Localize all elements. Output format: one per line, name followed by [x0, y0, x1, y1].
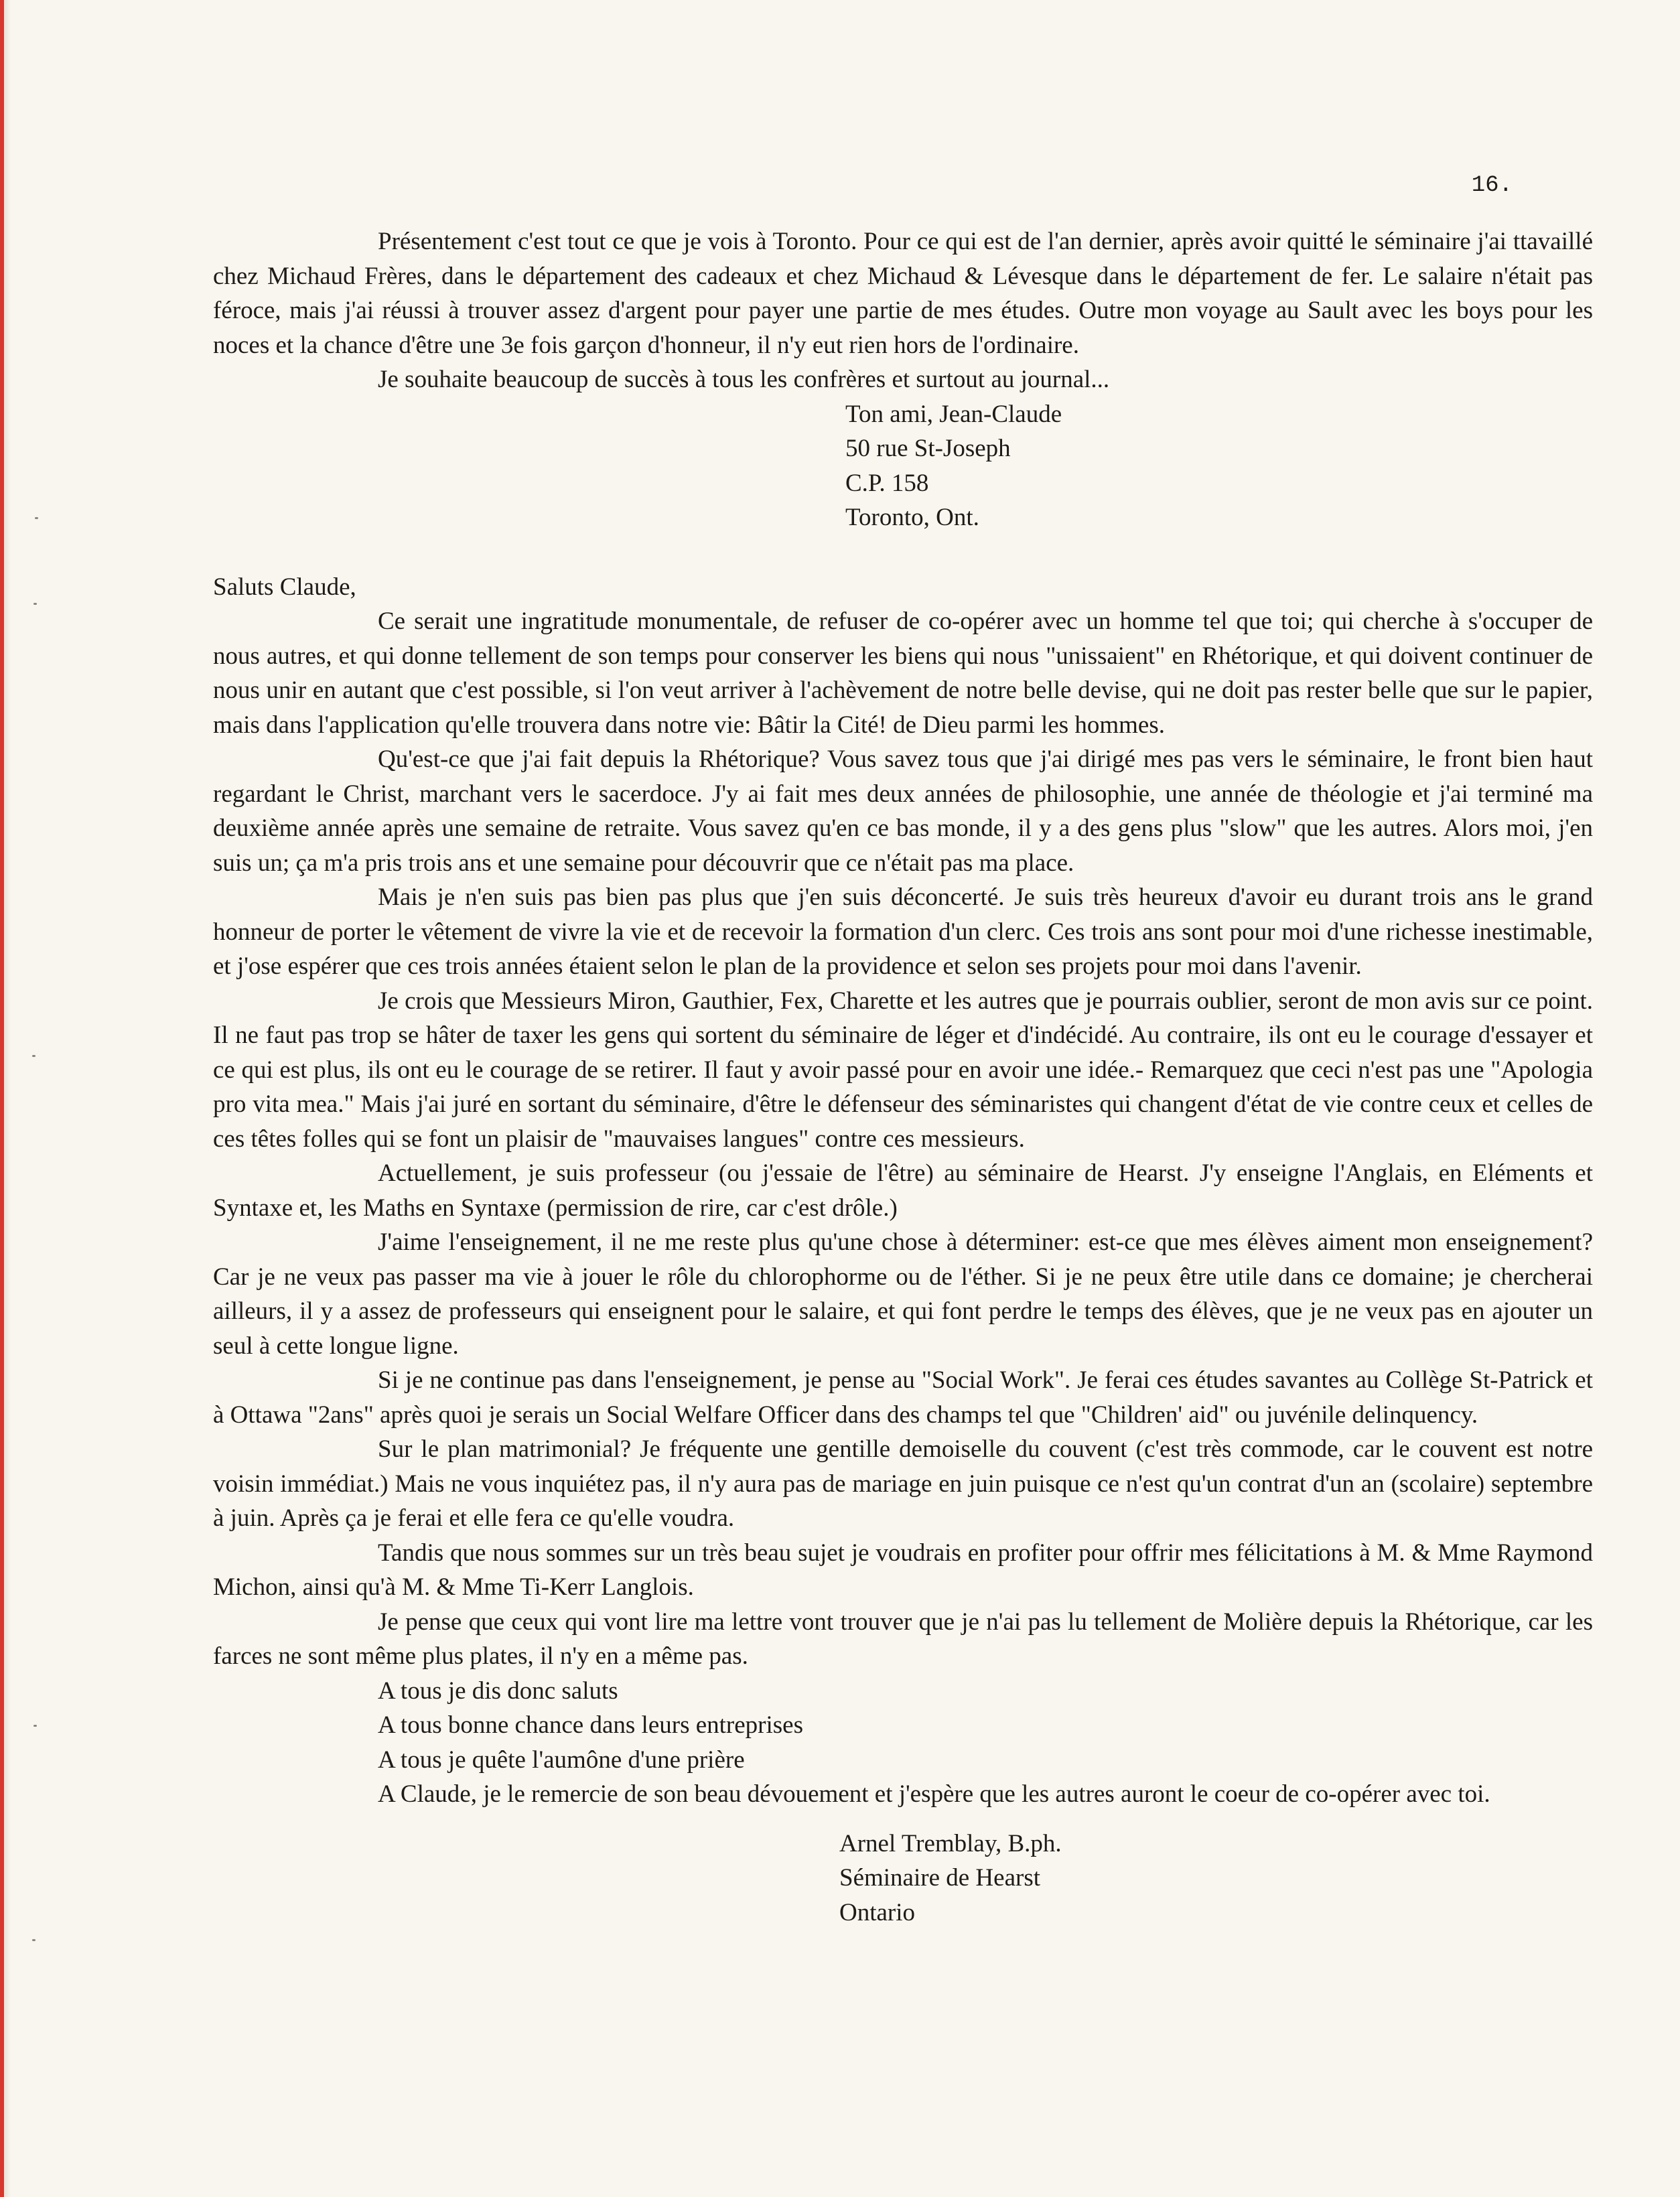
letter-jean-claude — [213, 224, 1593, 535]
paragraph: Mais je n'en suis pas bien pas plus que j'en suis déconcerté. Je suis très heureux d'avoir eu durant trois ans le grand honneur de porter le vêtement de vivre la vie et de recevoir la formation d'un clerc. Ces trois ans sont pour moi d'une richesse inestimable, et j'ose espérer que ces trois années étaient selon le plan de la providence et selon ses projets pour moi dans l'avenir. — [213, 883, 1593, 980]
paper-speck — [32, 1939, 36, 1941]
signature-block — [839, 1827, 1593, 1930]
paragraph: Sur le plan matrimonial? Je fréquente une gentille demoiselle du couvent (c'est très commode, car le couvent est notre voisin immédiat.) Mais ne vous inquiétez pas, il n'y aura pas de mariage en juin puisque ce n'est qu'un contrat d'un an (scolaire) septembre à juin. Après ça je ferai et elle fera ce qu'elle voudra. — [213, 1435, 1593, 1532]
paragraph: Qu'est-ce que j'ai fait depuis la Rhétorique? Vous savez tous que j'ai dirigé mes pas vers le séminaire, le front bien haut regardant le Christ, marchant vers le sacerdoce. J'y ai fait mes deux années de philosophie, une année de théologie et j'ai terminé ma deuxième année après une semaine de retraite. Vous savez qu'en ce bas monde, il y a des gens plus "slow" que les autres. Alors moi, j'en suis un; ça m'a pris trois ans et une semaine pour découvrir que ce n'était pas ma place. — [213, 746, 1593, 877]
salutation: Saluts Claude, — [213, 573, 356, 601]
closing-line: A tous je dis donc saluts — [378, 1677, 618, 1705]
paragraph: Tandis que nous sommes sur un très beau sujet je voudrais en profiter pour offrir mes félicitations à M. & Mme Raymond Michon, ainsi qu'à M. & Mme Ti-Kerr Langlois. — [213, 1539, 1593, 1601]
signature-line: Arnel Tremblay, B.ph. — [839, 1829, 1062, 1857]
paper-left-shadow — [4, 0, 11, 2197]
signature-line: Ton ami, Jean-Claude — [845, 400, 1062, 428]
paragraph: Présentement c'est tout ce que je vois à Toronto. Pour ce qui est de l'an dernier, après avoir quitté le séminaire j'ai ttavaillé chez Michaud Frères, dans le département des cadeaux et chez Michaud & Lévesque dans le département de fer. Le salaire n'était pas féroce, mais j'ai réussi à trouver assez d'argent pour payer une partie de mes études. Outre mon voyage au Sault avec les boys pour les noces et la chance d'être une 3e fois garçon d'honneur, il n'y eut rien hors de l'ordinaire. — [213, 228, 1593, 359]
paragraph: A Claude, je le remercie de son beau dévouement et j'espère que les autres auront le coeur de co-opérer avec toi. — [378, 1780, 1490, 1808]
signature-line: Toronto, Ont. — [845, 504, 979, 531]
paper-speck — [35, 517, 38, 519]
paragraph: Je souhaite beaucoup de succès à tous les confrères et surtout au journal... — [378, 366, 1110, 393]
paper-speck — [32, 1055, 36, 1057]
paragraph: Ce serait une ingratitude monumentale, de refuser de co-opérer avec un homme tel que toi; qui cherche à s'occuper de nous autres, et qui donne tellement de son temps pour conserver les biens qui nous "unissaient" en Rhétorique, et qui doivent continuer de nous unir en autant que c'est possible, si l'on veut arriver à l'achèvement de notre belle devise, qui ne doit pas rester belle que sur le papier, mais dans l'application qu'elle trouvera dans notre vie: Bâtir la Cité! de Dieu parmi les hommes. — [213, 608, 1593, 739]
paragraph: Je crois que Messieurs Miron, Gauthier, Fex, Charette et les autres que je pourrais oublier, seront de mon avis sur ce point. Il ne faut pas trop se hâter de taxer les gens qui sortent du séminaire de léger et d'indécidé. Au contraire, ils ont eu le courage d'essayer et ce qui est plus, ils ont eu le courage de se retirer. Il faut y avoir passé pour en avoir une idée.- Remarquez que ceci n'est pas une "Apologia pro vita mea." Mais j'ai juré en sortant du séminaire, d'être le défenseur des séminaristes qui changent d'état de vie contre ceux et celles de ces têtes folles qui se font un plaisir de "mauvaises langues" contre ces messieurs. — [213, 987, 1593, 1153]
closing-line: A tous je quête l'aumône d'une prière — [378, 1746, 745, 1774]
paragraph: J'aime l'enseignement, il ne me reste plus qu'une chose à déterminer: est-ce que mes élèves aiment mon enseignement? Car je ne veux pas passer ma vie à jouer le rôle du chlorophorme ou de l'éther. Si je ne peux être utile dans ce domaine; je chercherai ailleurs, il y a assez de professeurs qui enseignent pour le salaire, et qui font perdre le temps des élèves, que je ne veux pas en ajouter un seul à cette longue ligne. — [213, 1228, 1593, 1360]
signature-block — [845, 397, 1593, 535]
closing-line: A tous bonne chance dans leurs entreprises — [378, 1711, 803, 1739]
signature-line: C.P. 158 — [845, 469, 929, 497]
letter-arnel-tremblay — [213, 570, 1593, 1930]
paragraph: Je pense que ceux qui vont lire ma lettre vont trouver que je n'ai pas lu tellement de Molière depuis la Rhétorique, car les farces ne sont même plus plates, il n'y en a même pas. — [213, 1608, 1593, 1670]
paper-speck — [33, 1725, 37, 1727]
signature-line: Séminaire de Hearst — [839, 1864, 1040, 1892]
paper-speck — [33, 603, 37, 605]
page-number: 16. — [1471, 173, 1513, 198]
signature-line: 50 rue St-Joseph — [845, 435, 1011, 462]
signature-line: Ontario — [839, 1898, 916, 1926]
paragraph: Actuellement, je suis professeur (ou j'essaie de l'être) au séminaire de Hearst. J'y enseigne l'Anglais, en Eléments et Syntaxe et, les Maths en Syntaxe (permission de rire, car c'est drôle.) — [213, 1159, 1593, 1222]
document-body — [213, 224, 1593, 1930]
paragraph: Si je ne continue pas dans l'enseignement, je pense au "Social Work". Je ferai ces études savantes au Collège St-Patrick et à Ottawa "2ans" après quoi je serais un Social Welfare Officer dans des champs tel que "Children' aid" ou juvénile delinquency. — [213, 1366, 1593, 1429]
